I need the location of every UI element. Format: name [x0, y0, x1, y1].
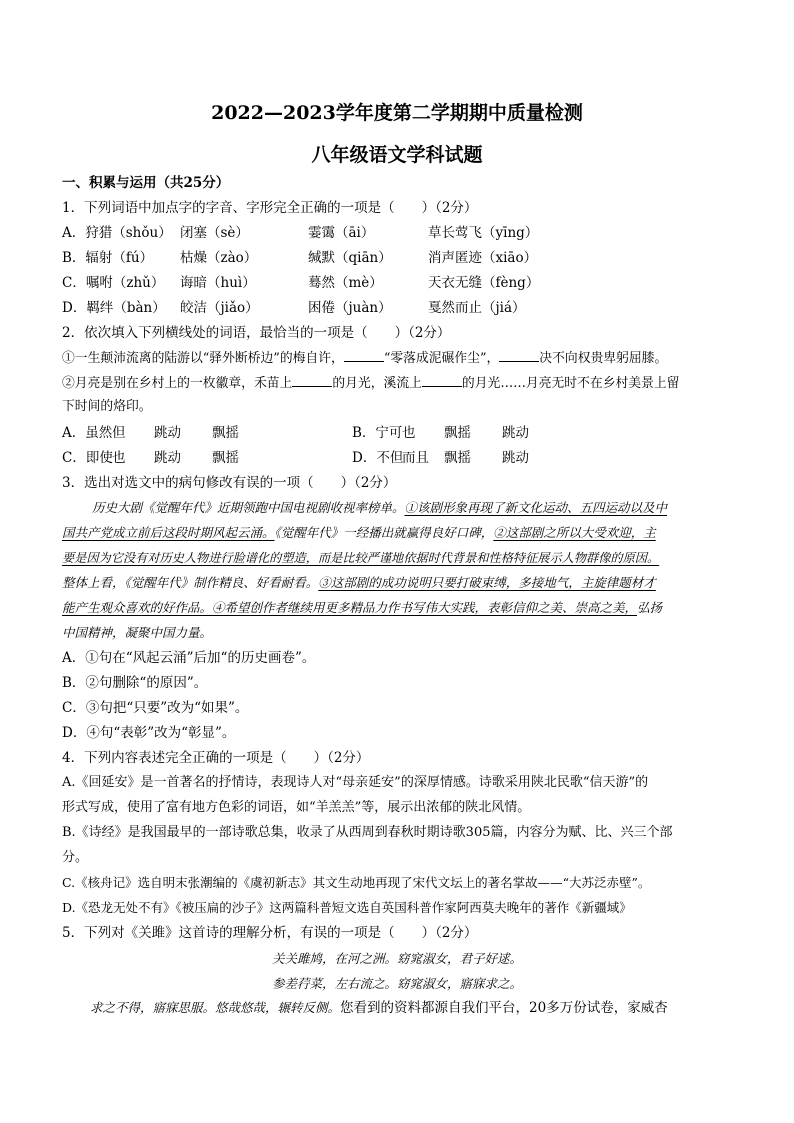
q2-options-cd [62, 449, 529, 467]
q1-b-1: B．辐射（fú） [62, 250, 154, 266]
q2-b-4: 跳动 [502, 425, 529, 441]
q1-b-3: 缄默（qiān） [308, 250, 392, 266]
watermark-text: 您看到的资料都源自我们平台，20多万份试卷，家威杏 [340, 1000, 668, 1016]
q2-c-4: 飘摇 [212, 450, 239, 466]
q3-p5b: ④希望创作者继续用更多精品力作书写伟大实践，表彰信仰之美、崇高之美， [212, 600, 638, 615]
q3-p4b: ③这部剧的成功说明只要打破束缚，多接地气，主旋律题材才 [318, 575, 656, 590]
q2-a-4: 飘摇 [212, 425, 239, 441]
q1-b-4: 消声匿迹（xiāo） [428, 250, 538, 266]
q3-stem: 3．选出对选文中的病句修改有误的一项（ ）（2分） [62, 475, 397, 491]
q2-b-1: B．宁可 [352, 425, 403, 441]
q3-p2: 国共产党成立前后这段时期风起云涌。 [62, 525, 275, 540]
q2-d-2: 而且 [402, 450, 429, 466]
blank-line [422, 374, 462, 387]
q1-d-1: D．羁绊（bàn） [62, 300, 166, 316]
q2-d-4: 跳动 [502, 450, 529, 466]
q1-d-3: 困倦（juàn） [308, 300, 392, 316]
q2-d-1: D．不但 [352, 450, 404, 466]
q3-option-a: A．①句在“风起云涌”后加“的历史画卷”。 [62, 650, 316, 666]
q4-option-c: C.《核舟记》选自明末张潮编的《虞初新志》其文生动地再现了宋代文坛上的著名掌故——“大苏泛赤壁”。 [62, 875, 651, 890]
q1-c-3: 蓦然（mè） [308, 275, 383, 291]
q2-c-2: 也 [112, 450, 126, 466]
q1-row-d [62, 299, 526, 317]
q2-s2c: 的月光……月亮无时不在乡村美景上留 [461, 376, 680, 391]
q3-passage-line-1 [92, 499, 667, 517]
q1-stem: 1．下列词语中加点字的字音、字形完全正确的一项是（ ）（2分） [62, 200, 478, 216]
q2-s1a: ①一生颠沛流离的陆游以“驿外断桥边”的梅自许， [62, 351, 344, 366]
q1-c-4: 天衣无缝（fèng） [428, 275, 540, 291]
section-heading: 一、积累与运用（共25分） [62, 175, 230, 191]
q4-option-d: D.《恐龙无处不有》《被压扁的沙子》这两篇科普短文选自英国科普作家阿西莫夫晚年的著作《新疆域》 [62, 900, 632, 915]
q2-c-3: 跳动 [154, 450, 181, 466]
q1-b-2: 枯燥（zào） [180, 250, 258, 266]
q4-stem: 4．下列内容表述完全正确的一项是（ ）（2分） [62, 750, 370, 766]
q3-passage-line-6: 中国精神，凝聚中国力量。 [62, 625, 213, 640]
poem-line-2: 参差荇菜，左右流之。窈窕淑女，寤寐求之。 [271, 976, 522, 991]
q2-sentence-2-cont: 下时间的烙印。 [62, 399, 152, 414]
q1-c-2: 诲暗（huì） [180, 275, 256, 291]
poem-line-1: 关关雎鸠，在河之洲。窈窕淑女，君子好逑。 [271, 951, 522, 966]
q3-p1a: 历史大剧《觉醒年代》近期领跑中国电视剧收视率榜单。 [92, 500, 405, 515]
q1-row-a [62, 224, 538, 242]
q3-passage-line-2 [62, 524, 656, 542]
q2-s2b: 的月光，溪流上 [332, 376, 422, 391]
q3-p2b: 《觉醒年代》一经播出就赢得良好口碑， [274, 525, 494, 540]
poem-line-3-text: 求之不得，寤寐思服。悠哉悠哉，辗转反侧。 [90, 1000, 341, 1015]
q1-row-b [62, 249, 537, 267]
q2-d-3: 飘摇 [444, 450, 471, 466]
blank-line [292, 374, 332, 387]
q3-p5a: 能产生观众喜欢的好作品。 [62, 600, 213, 615]
q3-passage-line-3: 要是因为它没有对历史人物进行脸谱化的塑造，而是比较严谨地依据时代背景和性格特征展示人物群像的原因。 [62, 551, 660, 565]
q4-option-a-line1: A.《回延安》是一首著名的抒情诗，表现诗人对“母亲延安”的深厚情感。诗歌采用陕北民歌“信天游”的 [62, 775, 649, 790]
q3-p5c: 弘扬 [637, 600, 663, 615]
blank-line [499, 349, 539, 362]
q2-option-a [62, 424, 352, 442]
q2-b-2: 也 [402, 425, 416, 441]
q2-sentence-2 [62, 374, 679, 393]
q1-a-1: A．狩猎（shǒu） [62, 225, 172, 241]
q1-d-2: 皎洁（jiǎo） [180, 300, 259, 316]
q2-option-c [62, 449, 352, 467]
q2-s1c: 决不向权贵卑躬屈膝。 [539, 351, 668, 366]
q2-sentence-1 [62, 349, 667, 368]
q1-row-c [62, 274, 539, 292]
q2-a-2: 但 [112, 425, 126, 441]
q3-option-b: B．②句删除“的原因”。 [62, 675, 208, 691]
q3-p2c: ②这部剧之所以大受欢迎，主 [493, 525, 656, 540]
q2-option-d [352, 450, 529, 466]
q2-a-1: A．虽然 [62, 425, 113, 441]
q2-stem: 2．依次填入下列横线处的词语，最恰当的一项是（ ）（2分） [62, 325, 451, 341]
q3-option-c: C．③句把“只要”改为“如果”。 [62, 700, 249, 716]
q4-option-a-line2: 形式写成，使用了富有地方色彩的词语，如“羊羔羔”等，展示出浓郁的陕北风情。 [62, 800, 531, 815]
q3-passage-line-5 [62, 599, 662, 617]
q2-option-b [352, 425, 529, 441]
q3-p4a: 整体上看，《觉醒年代》制作精良、好看耐看。 [62, 575, 319, 590]
q2-a-3: 跳动 [154, 425, 181, 441]
q1-a-3: 霎霭（āi） [308, 225, 375, 241]
blank-line [344, 349, 384, 362]
poem-line-3 [90, 999, 668, 1017]
q2-s2a: ②月亮是别在乡村上的一枚徽章，禾苗上 [62, 376, 293, 391]
exam-title: 2022—2023学年度第二学期期中质量检测 [211, 102, 583, 124]
q1-d-4: 戛然而止（jiá） [428, 300, 526, 316]
q3-option-d: D．④句“表彰”改为“彰显”。 [62, 725, 236, 741]
q2-s1b: “零落成泥碾作尘”， [383, 351, 500, 366]
q1-c-1: C．嘱咐（zhǔ） [62, 275, 165, 291]
q2-options-ab [62, 424, 529, 442]
q1-a-2: 闭塞（sè） [180, 225, 249, 241]
q4-option-b-line1: B.《诗经》是我国最早的一部诗歌总集，收录了从西周到春秋时期诗歌305篇，内容分为赋、比、兴三个部 [62, 825, 673, 840]
q3-passage-line-4 [62, 574, 656, 592]
q1-a-4: 草长莺飞（yīng） [428, 225, 539, 241]
q2-b-3: 飘摇 [444, 425, 471, 441]
exam-subtitle: 八年级语文学科试题 [311, 144, 483, 166]
q5-stem: 5．下列对《关雎》这首诗的理解分析，有误的一项是（ ）（2分） [62, 925, 478, 941]
q3-p1b: ①该剧形象再现了新文化运动、五四运动以及中 [404, 500, 668, 515]
q2-c-1: C．即使 [62, 450, 113, 466]
q4-option-b-line2: 分。 [62, 850, 89, 865]
